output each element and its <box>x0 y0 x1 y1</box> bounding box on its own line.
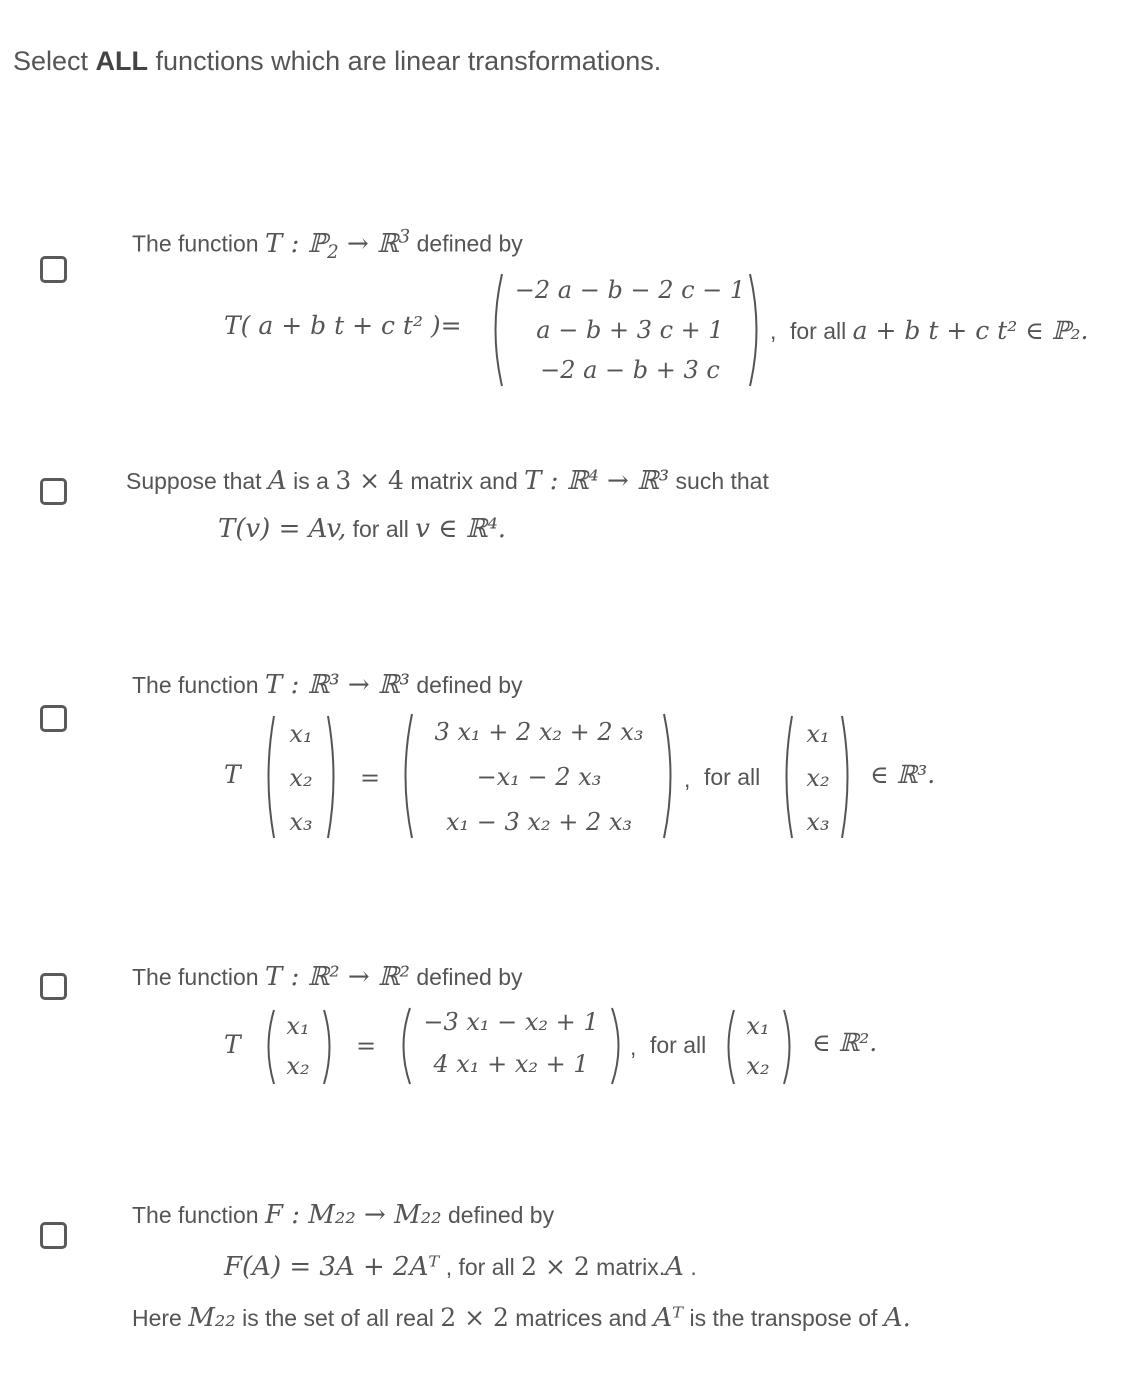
option-2-text-c: matrix and <box>403 468 525 494</box>
option-3-domain: ∈ ℝ³. <box>870 760 936 789</box>
option-3-T: T <box>224 760 241 789</box>
option-4-comma: , <box>630 1034 637 1060</box>
option-5-map: F : M₂₂ → M₂₂ <box>264 1200 442 1230</box>
option-5-note-AT: Aᵀ <box>653 1303 684 1333</box>
option-5-intro-text: The function <box>132 1202 265 1228</box>
prompt-suffix: functions which are linear transformations. <box>148 46 662 76</box>
option-1-forall: for all a + b t + c t² ∈ ℙ₂. <box>790 316 1089 345</box>
option-3-equals: = <box>360 764 381 792</box>
option-4-forall: for all <box>650 1032 707 1058</box>
option-5-A: A <box>665 1252 684 1282</box>
option-2-text-b: is a <box>286 468 336 494</box>
option-1-checkbox[interactable] <box>40 256 67 283</box>
option-1-row-1: −2 a − b − 2 c − 1 <box>514 276 746 304</box>
option-5-note-dims: 2 × 2 <box>440 1303 509 1332</box>
prompt-bold: ALL <box>95 46 149 76</box>
option-5-note: Here M₂₂ is the set of all real 2 × 2 matrices and Aᵀ is the transpose of A. <box>132 1303 911 1333</box>
option-1-row-2: a − b + 3 c + 1 <box>536 316 724 344</box>
option-5-definition <box>224 1252 697 1282</box>
option-1-intro <box>132 226 523 263</box>
option-5-note-M22: M₂₂ <box>188 1303 236 1333</box>
option-2-A: A <box>267 466 287 496</box>
option-4-vec-right-paren <box>322 1008 336 1086</box>
option-2-domain: v ∈ ℝ⁴. <box>415 514 507 544</box>
option-3-rhs-left-paren <box>398 712 414 840</box>
option-4-row-2: 4 x₁ + x₂ + 1 <box>433 1050 589 1078</box>
option-4-map: T : ℝ² → ℝ² <box>264 962 410 992</box>
option-1-lhs: T( a + b t + c t² )= <box>224 311 462 340</box>
option-2-text-d: such that <box>669 468 769 494</box>
option-3-dom-x3: x₃ <box>806 808 830 836</box>
option-1-domain: a + b t + c t² ∈ ℙ₂. <box>852 316 1089 345</box>
option-2-line-2 <box>218 514 506 544</box>
option-3-row-1: 3 x₁ + 2 x₂ + 2 x₃ <box>434 718 644 746</box>
option-3-dom-x1: x₁ <box>806 720 830 748</box>
option-3-intro-text: The function <box>132 672 265 698</box>
option-2-dims: 3 × 4 <box>335 466 404 495</box>
option-3-map: T : ℝ³ → ℝ³ <box>264 670 410 700</box>
option-3-row-2: −x₁ − 2 x₃ <box>476 763 602 791</box>
option-1-left-paren <box>488 272 504 388</box>
option-3-dom-x2: x₂ <box>806 764 830 792</box>
option-4-equals: = <box>356 1032 377 1060</box>
option-5-note-A: A. <box>883 1303 911 1333</box>
option-5-matrix-word: matrix. <box>589 1254 666 1280</box>
option-4-dom-right-paren <box>782 1008 796 1086</box>
question-prompt <box>13 46 661 77</box>
option-5-comma: , <box>445 1254 453 1280</box>
option-4-rhs-right-paren <box>610 1006 626 1086</box>
option-4-intro-text: The function <box>132 964 265 990</box>
option-5-intro <box>132 1200 554 1230</box>
option-4-vec-x1: x₁ <box>286 1012 310 1040</box>
option-2-eq: T(v) = Av, <box>218 514 347 544</box>
option-1-map: T : ℙ$_2$ → ℝ$^3$ <box>264 226 411 263</box>
option-4-vec-x2: x₂ <box>286 1052 310 1080</box>
option-3-vec-x3: x₃ <box>289 808 313 836</box>
option-1-right-paren <box>748 272 764 388</box>
option-3-vec-right-paren <box>326 714 340 840</box>
option-4-T: T <box>224 1030 241 1059</box>
option-4-dom-x1: x₁ <box>746 1012 770 1040</box>
option-3-vec-left-paren <box>262 714 276 840</box>
option-3-forall: for all <box>704 764 761 790</box>
option-3-comma: , <box>684 766 691 792</box>
option-4-row-1: −3 x₁ − x₂ + 1 <box>423 1008 599 1036</box>
option-5-defined-by: defined by <box>441 1202 555 1228</box>
option-4-domain: ∈ ℝ². <box>812 1028 878 1057</box>
option-1-defined-by: defined by <box>410 230 523 257</box>
option-3-intro <box>132 670 523 700</box>
option-3-vec-x2: x₂ <box>289 764 313 792</box>
option-5-forall: for all <box>452 1254 522 1280</box>
option-3-dom-right-paren <box>840 714 854 840</box>
option-3-defined-by: defined by <box>409 672 523 698</box>
option-2-forall: for all <box>346 516 416 542</box>
option-5-eq: F(A) = 3A + 2Aᵀ <box>224 1252 440 1282</box>
option-3-checkbox[interactable] <box>40 705 67 732</box>
option-5-period: . <box>683 1254 697 1280</box>
option-5-checkbox[interactable] <box>40 1222 67 1249</box>
prompt-prefix: Select <box>13 46 96 76</box>
option-3-dom-left-paren <box>780 714 794 840</box>
option-4-defined-by: defined by <box>409 964 523 990</box>
option-4-checkbox[interactable] <box>40 973 67 1000</box>
option-1-comma: , <box>770 318 777 344</box>
option-2-line-1 <box>126 466 769 496</box>
option-3-vec-x1: x₁ <box>289 720 313 748</box>
option-1-intro-text: The function <box>132 230 265 257</box>
option-4-dom-x2: x₂ <box>746 1052 770 1080</box>
option-3-rhs-right-paren <box>662 712 678 840</box>
option-2-map: T : ℝ⁴ → ℝ³ <box>524 466 670 496</box>
option-2-text-a: Suppose that <box>126 468 268 494</box>
option-5-dims: 2 × 2 <box>521 1252 590 1281</box>
option-1-row-3: −2 a − b + 3 c <box>540 356 720 384</box>
option-3-row-3: x₁ − 3 x₂ + 2 x₃ <box>446 808 632 836</box>
option-4-intro <box>132 962 523 992</box>
option-2-checkbox[interactable] <box>40 478 67 505</box>
